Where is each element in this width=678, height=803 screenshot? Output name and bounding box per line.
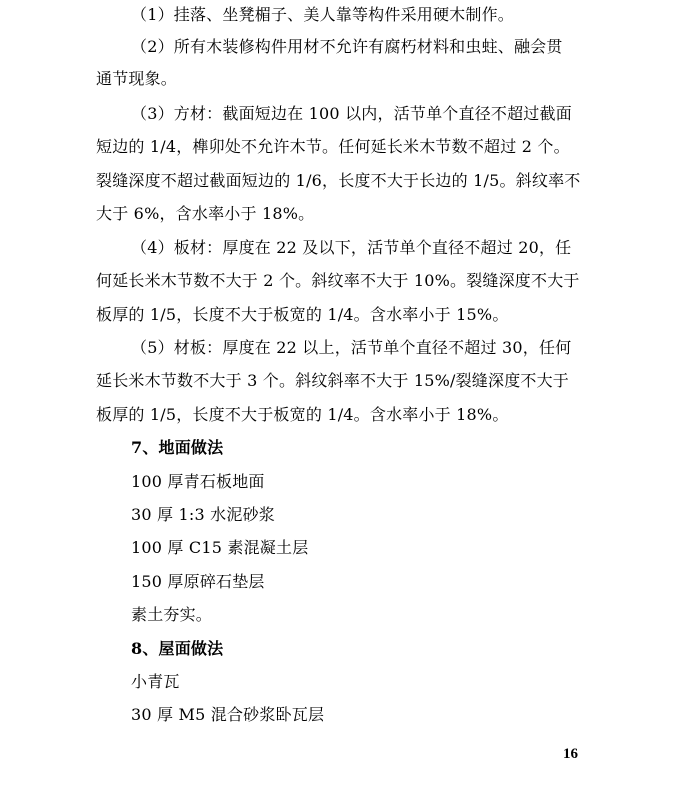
paragraph-5-line-2: 延长米木节数不大于 3 个。斜纹斜率不大于 15%/裂缝深度不大于: [96, 371, 569, 390]
section-8-item-1: 小青瓦: [131, 672, 180, 691]
paragraph-3-line-4: 大于 6%，含水率小于 18%。: [96, 204, 315, 223]
paragraph-4-line-3: 板厚的 1/5，长度不大于板宽的 1/4。含水率小于 15%。: [96, 305, 509, 324]
paragraph-3-line-1: （3）方材：截面短边在 100 以内，活节单个直径不超过截面: [131, 104, 572, 123]
page-number: 16: [563, 746, 578, 762]
paragraph-5-line-3: 板厚的 1/5，长度不大于板宽的 1/4。含水率小于 18%。: [96, 405, 509, 424]
section-7-heading: 7、地面做法: [131, 438, 224, 457]
section-7-item-1: 100 厚青石板地面: [131, 472, 265, 491]
paragraph-3-line-2: 短边的 1/4，榫卯处不允许木节。任何延长米木节数不超过 2 个。: [96, 137, 570, 156]
section-7-item-4: 150 厚原碎石垫层: [131, 572, 265, 591]
section-7-item-2: 30 厚 1:3 水泥砂浆: [131, 505, 275, 524]
paragraph-4-line-2: 何延长米木节数不大于 2 个。斜纹率不大于 10%。裂缝深度不大于: [96, 271, 580, 290]
paragraph-2-line-1: （2）所有木装修构件用材不允许有腐朽材料和虫蛀、融会贯: [131, 37, 563, 56]
section-8-item-2: 30 厚 M5 混合砂浆卧瓦层: [131, 705, 325, 724]
section-8-heading: 8、屋面做法: [131, 639, 224, 658]
paragraph-1-line-1: （1）挂落、坐凳楣子、美人靠等构件采用硬木制作。: [131, 5, 514, 24]
paragraph-5-line-1: （5）材板：厚度在 22 以上，活节单个直径不超过 30，任何: [131, 338, 572, 357]
section-7-item-3: 100 厚 C15 素混凝土层: [131, 538, 309, 557]
paragraph-4-line-1: （4）板材：厚度在 22 及以下，活节单个直径不超过 20，任: [131, 238, 572, 257]
paragraph-3-line-3: 裂缝深度不超过截面短边的 1/6，长度不大于长边的 1/5。斜纹率不: [96, 171, 581, 190]
paragraph-2-line-2: 通节现象。: [96, 69, 178, 88]
section-7-item-5: 素土夯实。: [131, 605, 213, 624]
